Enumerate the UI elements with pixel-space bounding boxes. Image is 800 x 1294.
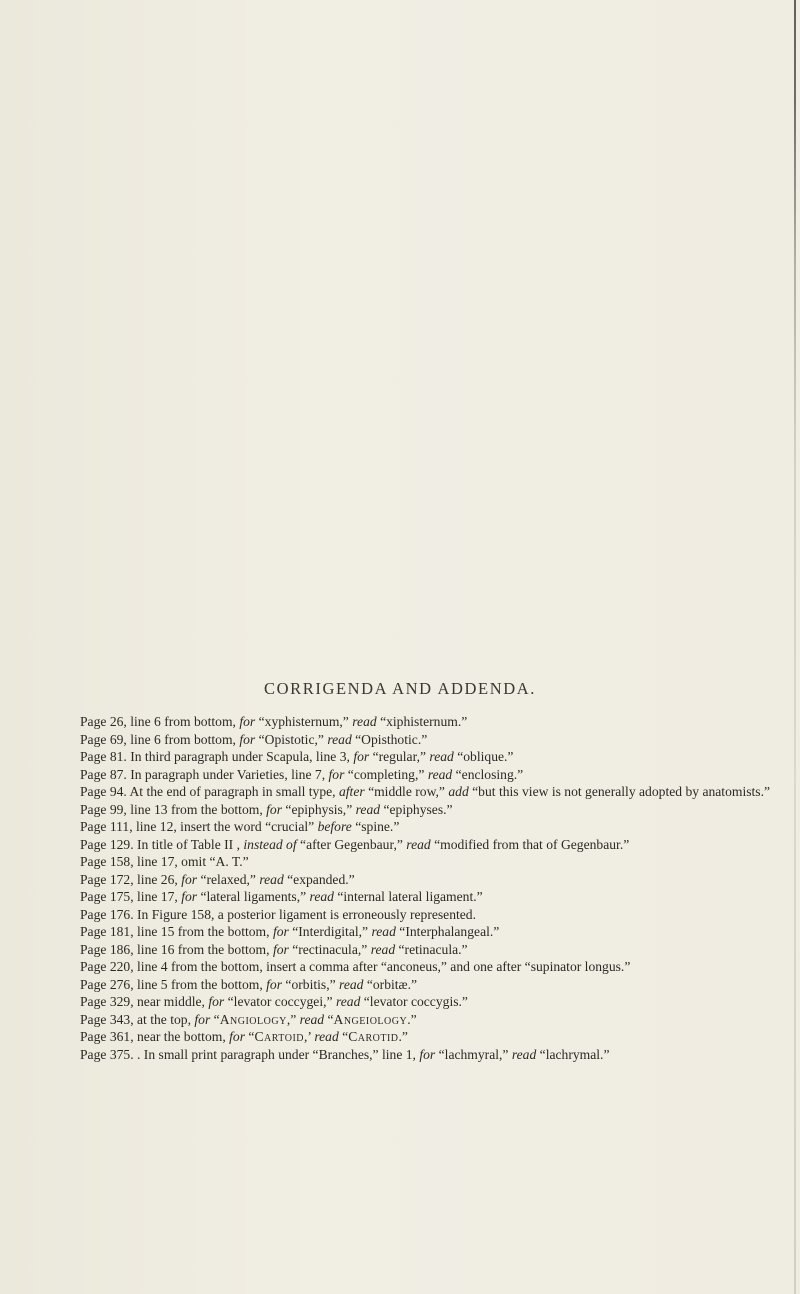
list-item: Page 111, line 12, insert the word “crucial” before “spine.” <box>80 819 400 834</box>
list-item: Page 329, near middle, for “levator coccygei,” read “levator coccygis.” <box>80 994 468 1009</box>
list-item: Page 81. In third paragraph under Scapula, line 3, for “regular,” read “oblique.” <box>80 749 514 764</box>
list-item: Page 94. At the end of paragraph in small type, after “middle row,” add “but this view is not generally adopted by anatomists.” <box>80 784 771 799</box>
list-item: Page 361, near the bottom, for “Cartoid,’ read “Carotid.” <box>80 1029 408 1044</box>
list-item: Page 276, line 5 from the bottom, for “orbitis,” read “orbitæ.” <box>80 976 418 992</box>
page-title: CORRIGENDA AND ADDENDA. <box>264 679 536 698</box>
list-item: Page 186, line 16 from the bottom, for “rectinacula,” read “retinacula.” <box>80 941 468 957</box>
page-edge-shadow <box>794 0 796 1294</box>
list-item: Page 172, line 26, for “relaxed,” read “expanded.” <box>80 871 355 887</box>
list-item: Page 99, line 13 from the bottom, for “epiphysis,” read “epiphyses.” <box>80 801 453 817</box>
list-item: Page 220, line 4 from the bottom, insert a comma after “anconeus,” and one after “supinator longus.” <box>80 959 631 974</box>
list-item: Page 375. . In small print paragraph under “Branches,” line 1, for “lachmyral,” read “lachrymal.” <box>80 1046 610 1062</box>
list-item: Page 175, line 17, for “lateral ligaments,” read “internal lateral ligament.” <box>80 889 483 904</box>
list-item: Page 129. In title of Table II , instead of “after Gegenbaur,” read “modified from that of Gegenbaur.” <box>80 836 630 852</box>
corrigenda-list <box>61 713 781 1063</box>
list-item: Page 26, line 6 from bottom, for “xyphisternum,” read “xiphisternum.” <box>80 714 468 729</box>
list-item: Page 69, line 6 from bottom, for “Opistotic,” read “Opisthotic.” <box>80 731 428 747</box>
list-item: Page 87. In paragraph under Varieties, line 7, for “completing,” read “enclosing.” <box>80 766 524 782</box>
list-item: Page 176. In Figure 158, a posterior ligament is erroneously represented. <box>80 906 477 922</box>
list-item: Page 343, at the top, for “Angiology,” read “Angeiology.” <box>80 1011 417 1027</box>
list-item: Page 158, line 17, omit “A. T.” <box>80 854 249 869</box>
list-item: Page 181, line 15 from the bottom, for “Interdigital,” read “Interphalangeal.” <box>80 924 500 939</box>
